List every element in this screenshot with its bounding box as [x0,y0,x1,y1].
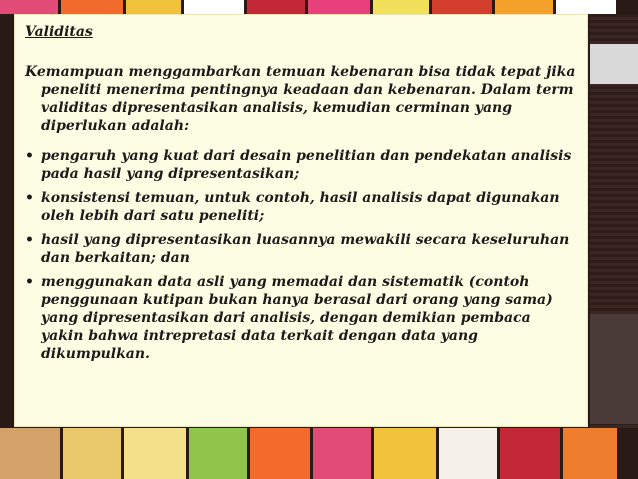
list-item [25,273,577,363]
tile [556,0,616,14]
tile [63,428,121,479]
list-item [25,231,577,267]
tile [126,0,181,14]
slide-content [25,23,577,369]
tile [0,0,58,14]
list-item [25,147,577,183]
tile [124,428,186,479]
tile [500,428,560,479]
tile [439,428,497,479]
tile [247,0,305,14]
bullet-icon: • [25,274,34,290]
bullet-icon: • [25,232,34,248]
tile [250,428,310,479]
list-item [25,189,577,225]
list-item-text: menggunakan data asli yang memadai dan sistematik (contoh penggunaan kutipan bukan hanya berasal dari orang yang sama) yang dipresentasikan dari analisis, dengan demikian pembaca yakin bahwa intrepretasi data terkait dengan data yang dikumpulkan. [41,274,553,362]
tile [563,428,617,479]
bullet-icon: • [25,190,34,206]
bullet-icon: • [25,148,34,164]
list-item-text: hasil yang dipresentasikan luasannya mewakili secara keseluruhan dan berkaitan; dan [41,232,570,266]
tile [495,0,553,14]
decorative-bottom-strip [0,428,638,479]
tile [0,428,60,479]
decorative-right-panel [590,14,638,428]
slide [14,14,588,427]
tile [313,428,371,479]
tile [308,0,370,14]
intro-paragraph: Kemampuan menggambarkan temuan kebenaran bisa tidak tepat jika peneliti menerima pentingnya keadaan dan kebenaran. Dalam term validitas dipresentasikan analisis, kemudian cerminan yang diperlukan adalah: [25,64,576,134]
tile [374,428,436,479]
tile [61,0,123,14]
tile [184,0,244,14]
tile [373,0,429,14]
list-item-text: konsistensi temuan, untuk contoh, hasil analisis dapat digunakan oleh lebih dari satu peneliti; [41,190,560,224]
slide-heading: Validitas [25,24,93,40]
panel-block [590,314,638,424]
tile [432,0,492,14]
decorative-top-strip [0,0,638,14]
bullet-list [25,147,577,363]
panel-block [590,44,638,84]
list-item-text: pengaruh yang kuat dari desain penelitian dan pendekatan analisis pada hasil yang dipresentasikan; [41,148,572,182]
tile [189,428,247,479]
